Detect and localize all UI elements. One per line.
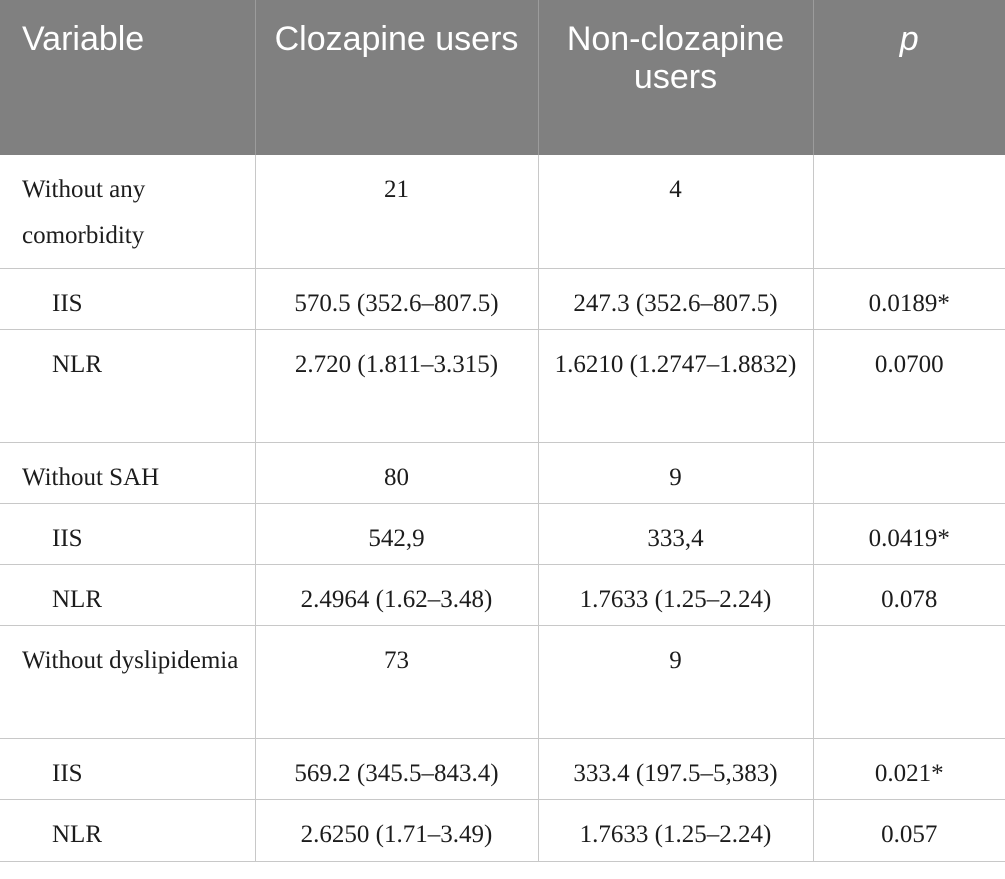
non-clozapine-cell: 1.6210 (1.2747–1.8832) [538, 329, 813, 442]
header-non-clozapine-users: Non-clozapine users [538, 0, 813, 155]
clozapine-count: 21 [255, 155, 538, 268]
variable-cell: NLR [0, 564, 255, 625]
non-clozapine-count: 4 [538, 155, 813, 268]
variable-cell: NLR [0, 329, 255, 442]
group-label: Without any comorbidity [0, 155, 255, 268]
table-row-nlr [0, 329, 1005, 442]
clozapine-cell: 2.4964 (1.62–3.48) [255, 564, 538, 625]
group-label: Without SAH [0, 442, 255, 503]
p-value [813, 155, 1005, 268]
non-clozapine-cell: 333.4 (197.5–5,383) [538, 738, 813, 799]
clozapine-count: 73 [255, 625, 538, 738]
clozapine-cell: 570.5 (352.6–807.5) [255, 268, 538, 329]
header-row [0, 0, 1005, 155]
variable-cell: IIS [0, 268, 255, 329]
clozapine-count: 80 [255, 442, 538, 503]
non-clozapine-cell: 247.3 (352.6–807.5) [538, 268, 813, 329]
p-value-cell: 0.0700 [813, 329, 1005, 442]
non-clozapine-count: 9 [538, 442, 813, 503]
p-value-cell: 0.078 [813, 564, 1005, 625]
non-clozapine-cell: 1.7633 (1.25–2.24) [538, 799, 813, 861]
table-row-iis [0, 503, 1005, 564]
p-value-cell: 0.021* [813, 738, 1005, 799]
group-row-without-dyslipidemia [0, 625, 1005, 738]
table-row-iis [0, 738, 1005, 799]
non-clozapine-cell: 1.7633 (1.25–2.24) [538, 564, 813, 625]
group-label: Without dyslipidemia [0, 625, 255, 738]
variable-cell: IIS [0, 738, 255, 799]
clozapine-cell: 2.720 (1.811–3.315) [255, 329, 538, 442]
header-clozapine-users: Clozapine users [255, 0, 538, 155]
table-body [0, 155, 1005, 861]
p-value [813, 442, 1005, 503]
table-row-nlr [0, 564, 1005, 625]
variable-cell: IIS [0, 503, 255, 564]
p-value [813, 625, 1005, 738]
header-variable: Variable [0, 0, 255, 155]
p-value-cell: 0.0419* [813, 503, 1005, 564]
variable-cell: NLR [0, 799, 255, 861]
header-p-value: p [813, 0, 1005, 155]
non-clozapine-cell: 333,4 [538, 503, 813, 564]
table-row-nlr [0, 799, 1005, 861]
clozapine-cell: 542,9 [255, 503, 538, 564]
clozapine-cell: 569.2 (345.5–843.4) [255, 738, 538, 799]
table-header [0, 0, 1005, 155]
table-row-iis [0, 268, 1005, 329]
clozapine-cell: 2.6250 (1.71–3.49) [255, 799, 538, 861]
group-row-without-any-comorbidity [0, 155, 1005, 268]
group-row-without-sah [0, 442, 1005, 503]
non-clozapine-count: 9 [538, 625, 813, 738]
p-value-cell: 0.057 [813, 799, 1005, 861]
p-value-cell: 0.0189* [813, 268, 1005, 329]
